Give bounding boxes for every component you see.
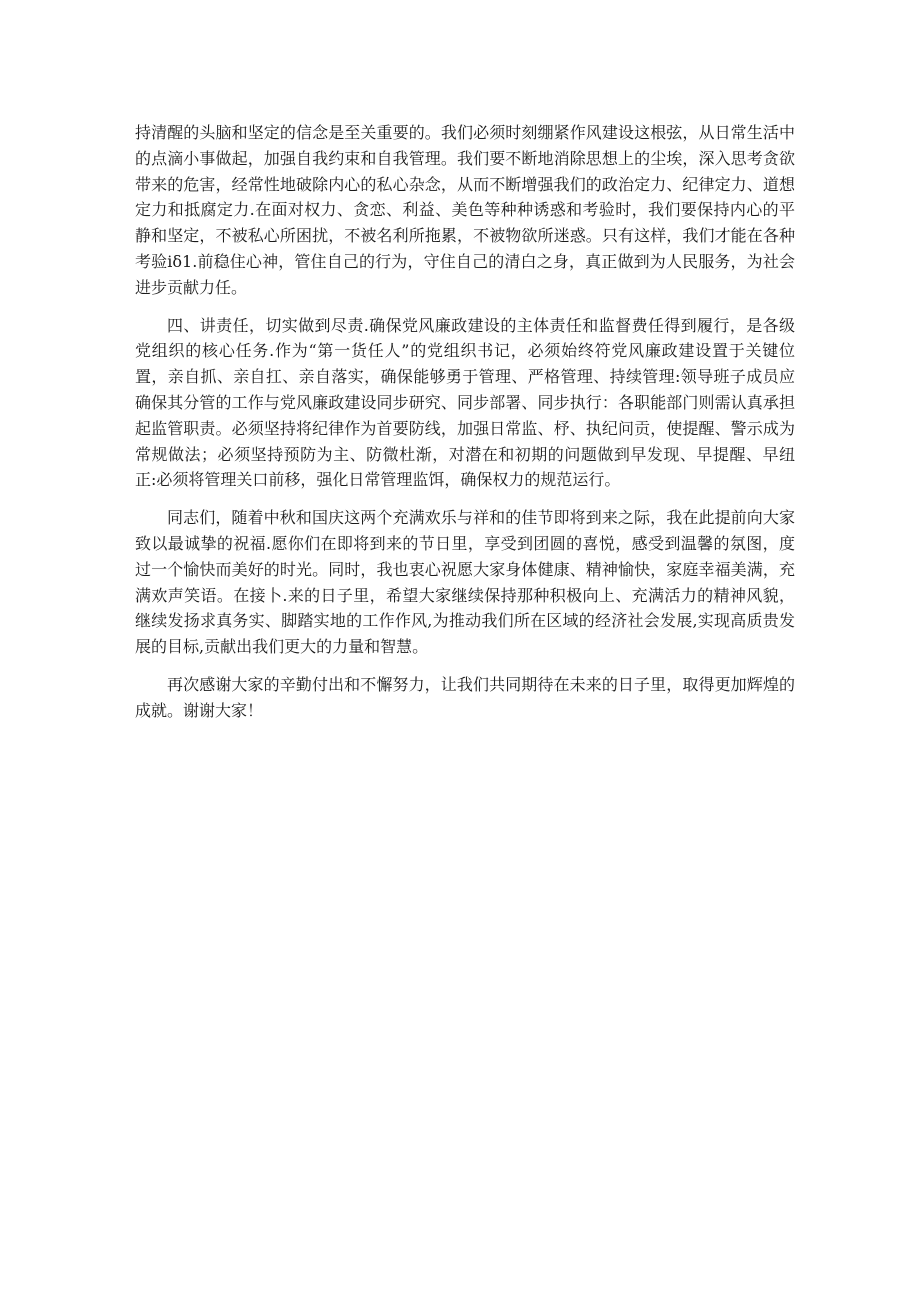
paragraph-holiday-wishes: 同志们，随着中秋和国庆这两个充满欢乐与祥和的佳节即将到来之际，我在此提前向大家致以最诚挚的祝福.愿你们在即将到来的节日里，享受到团圆的喜悦，感受到温馨的氛图，度过一个愉快而美好的时光。同时，我也衷心祝愿大家身体健康、精神愉快，家庭幸福美满，充满欢声笑语。在接卜.来的日子里，希望大家继续保持那种积极向上、充满活力的精神风貌，继续发扬求真务实、脚踏实地的工作作风,为推动我们所在区域的经济社会发展,实现高质贵发展的目标,贡献出我们更大的力量和智慧。	[135, 508, 795, 657]
paragraph-closing: 再次感谢大家的辛勤付出和不懈努力，让我们共同期待在未来的日子里，取得更加辉煌的成就。谢谢大家！	[135, 674, 795, 720]
paragraph-responsibility: 四、讲责任，切实做到尽责.确保党风廉政建设的主体责任和监督费任得到履行，是各级党组织的核心任务.作为“第一货任人”的党组织书记，必须始终符党风廉政建设置于关键位置，亲自抓、亲自扛、亲自落实，确保能够勇于管理、严格管理、持续管理:领导班子成员应确保其分管的工作与党风廉政建设同步研究、同步部署、同步执行：各职能部门则需认真承担起监管职责。必须坚持将纪律作为首要防线，加强日常监、杼、执纪问贡，使提醒、警示成为常规做法；必须坚持预防为主、防微杜渐，对潜在和初期的问题做到早发现、早提醒、早纽正:必须将管理关口前移，强化日常管理监饵，确保权力的规范运行。	[135, 315, 795, 490]
document-body	[135, 120, 795, 736]
paragraph-integrity: 持清醒的头脑和坚定的信念是至关重要的。我们必须时刻绷紧作风建设这根弦，从日常生活中的点滴小事做起，加强自我约束和自我管理。我们要不断地消除思想上的尘埃，深入思考贪欲带来的危害，经常性地破除内心的私心杂念，从而不断增强我们的政治定力、纪律定力、道想定力和抵腐定力.在面对权力、贪恋、利益、美色等种种诱惑和考验时，我们要保持内心的平静和坚定，不被私心所困扰，不被名利所拖累，不被物欲所迷惑。只有这样，我们才能在各种考验iδ1.前稳住心神，管住自己的行为，守住自己的清白之身，真正做到为人民服务，为社会进步贡献力任。	[135, 123, 795, 297]
